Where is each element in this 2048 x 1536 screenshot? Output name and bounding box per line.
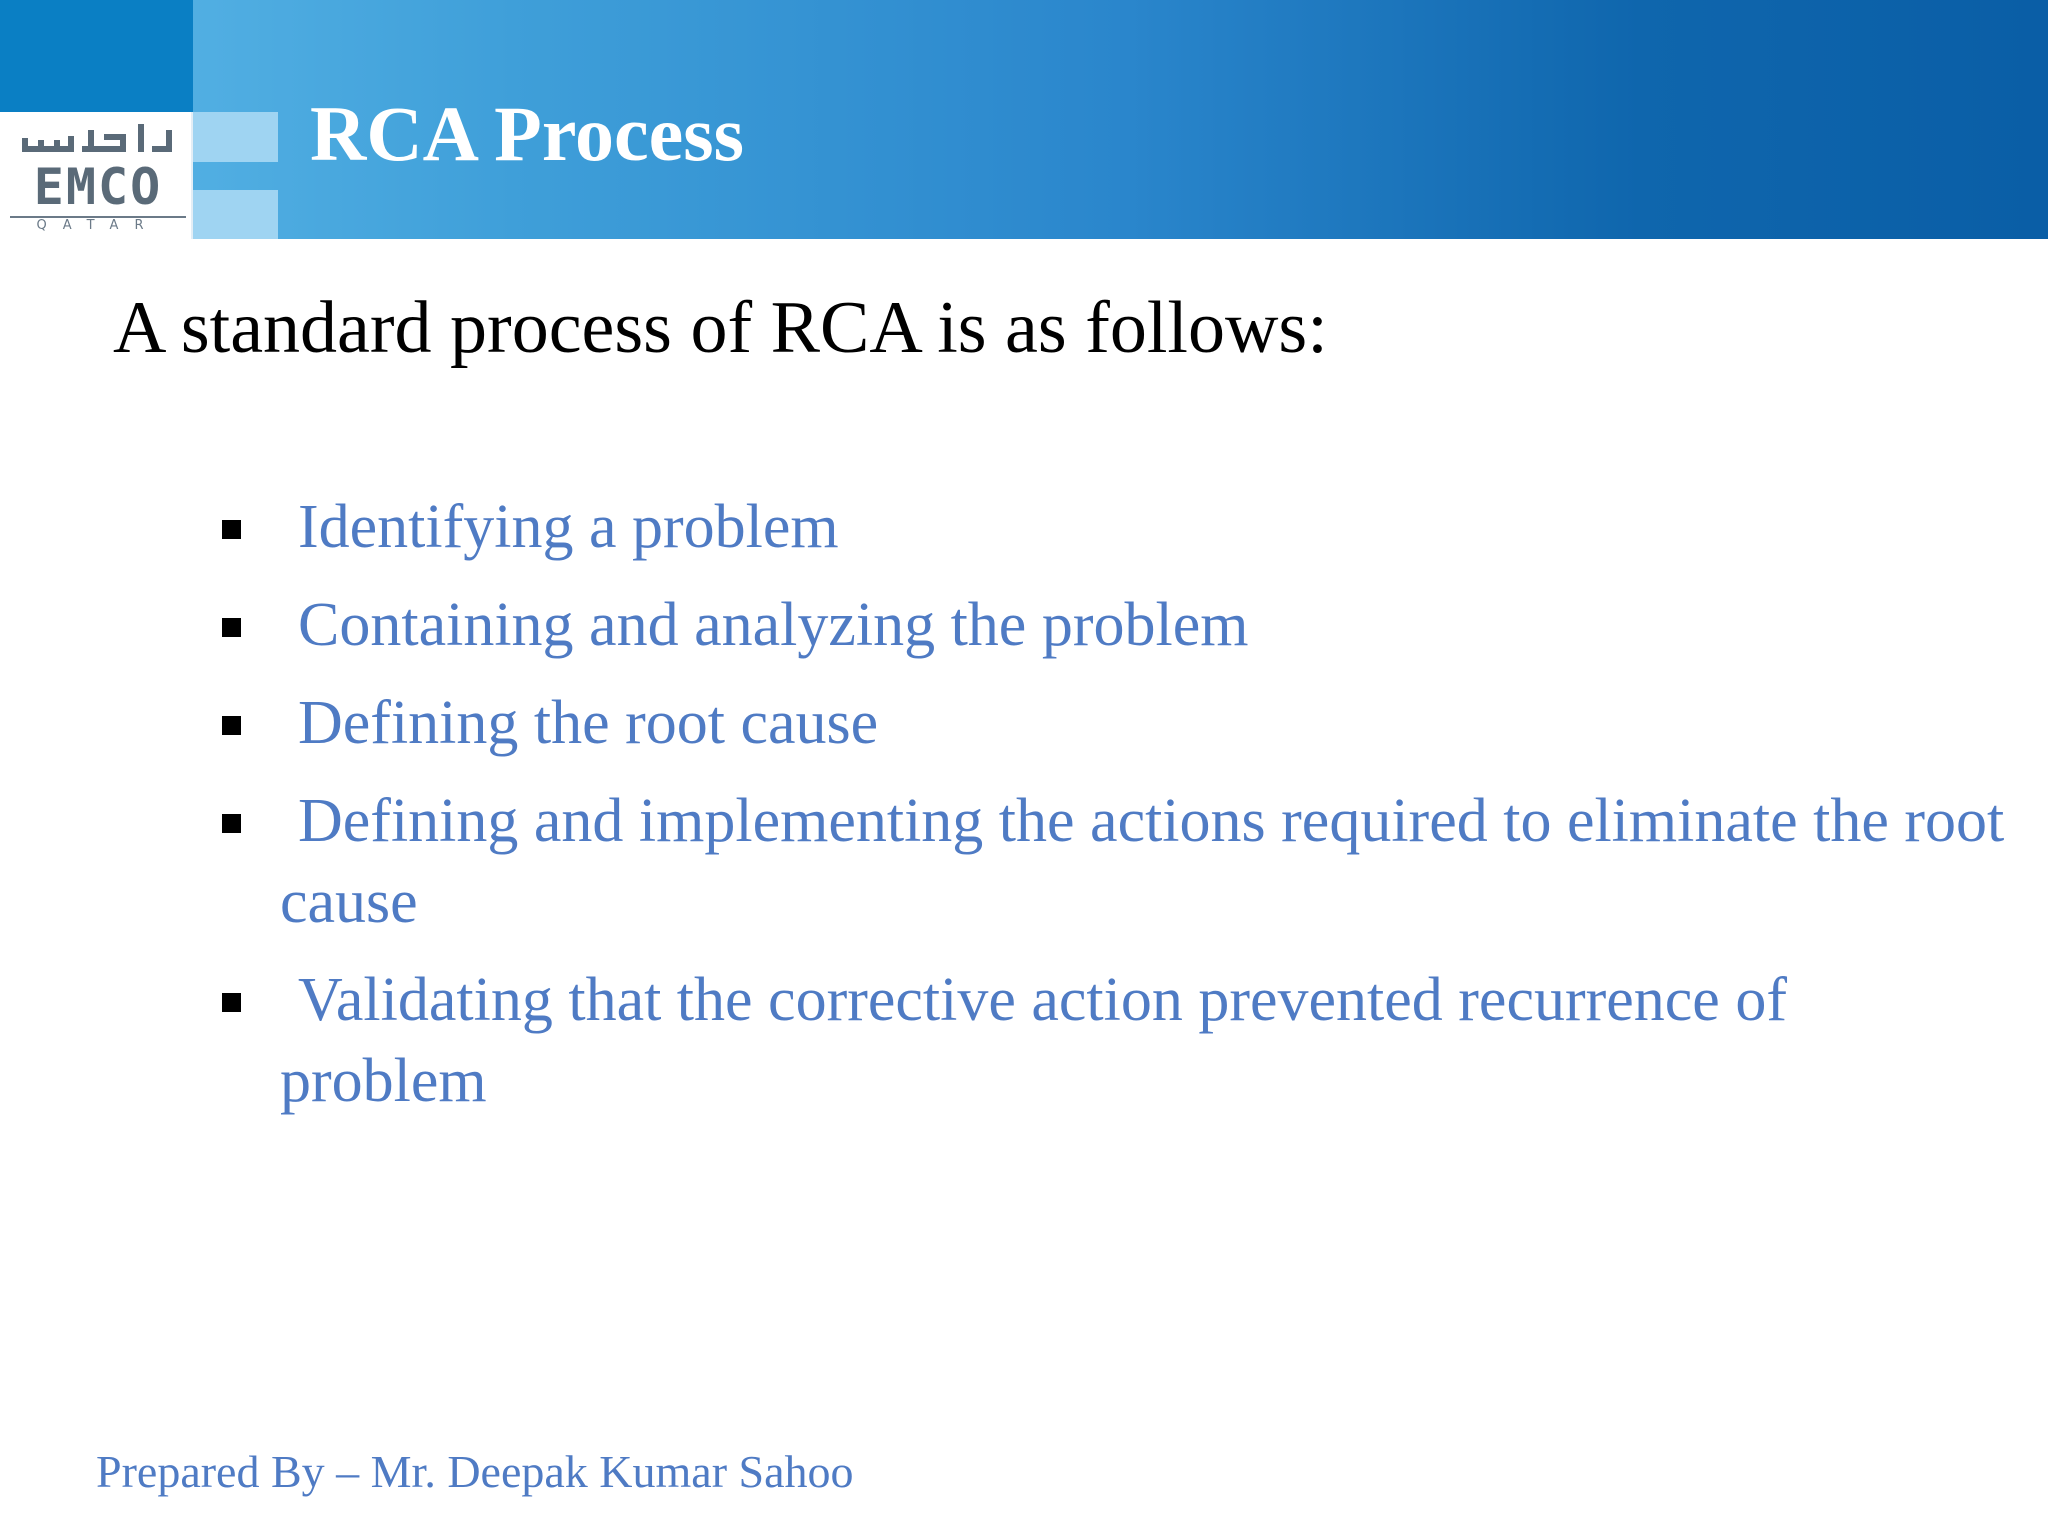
header-band	[0, 0, 2048, 239]
list-item-text: Defining and implementing the actions required to eliminate the root cause	[280, 787, 2005, 936]
list-item-text: Containing and analyzing the problem	[298, 591, 1249, 659]
square-bullet-icon	[222, 716, 241, 735]
company-logo	[0, 112, 193, 239]
intro-text: A standard process of RCA is as follows:	[113, 287, 1328, 369]
square-bullet-icon	[222, 618, 241, 637]
list-item	[218, 781, 2008, 943]
list-item	[218, 683, 2008, 764]
list-item	[218, 960, 2008, 1122]
list-item	[218, 487, 2008, 568]
slide-title: RCA Process	[310, 90, 744, 177]
header-accent-square	[193, 190, 278, 239]
list-item-text: Defining the root cause	[298, 689, 879, 757]
header-accent-square	[193, 112, 278, 162]
square-bullet-icon	[222, 993, 241, 1012]
square-bullet-icon	[222, 814, 241, 833]
list-item	[218, 585, 2008, 666]
list-item-text: Identifying a problem	[298, 493, 839, 561]
footer-credit: Prepared By – Mr. Deepak Kumar Sahoo	[96, 1446, 854, 1497]
logo-wordmark: EMCO	[33, 158, 163, 216]
header-accent-square	[0, 0, 193, 112]
logo-subtitle: QATAR	[10, 216, 186, 234]
list-item-text: Validating that the corrective action prevented recurrence of problem	[280, 966, 1787, 1115]
bullet-list	[218, 487, 2008, 1139]
square-bullet-icon	[222, 520, 241, 539]
